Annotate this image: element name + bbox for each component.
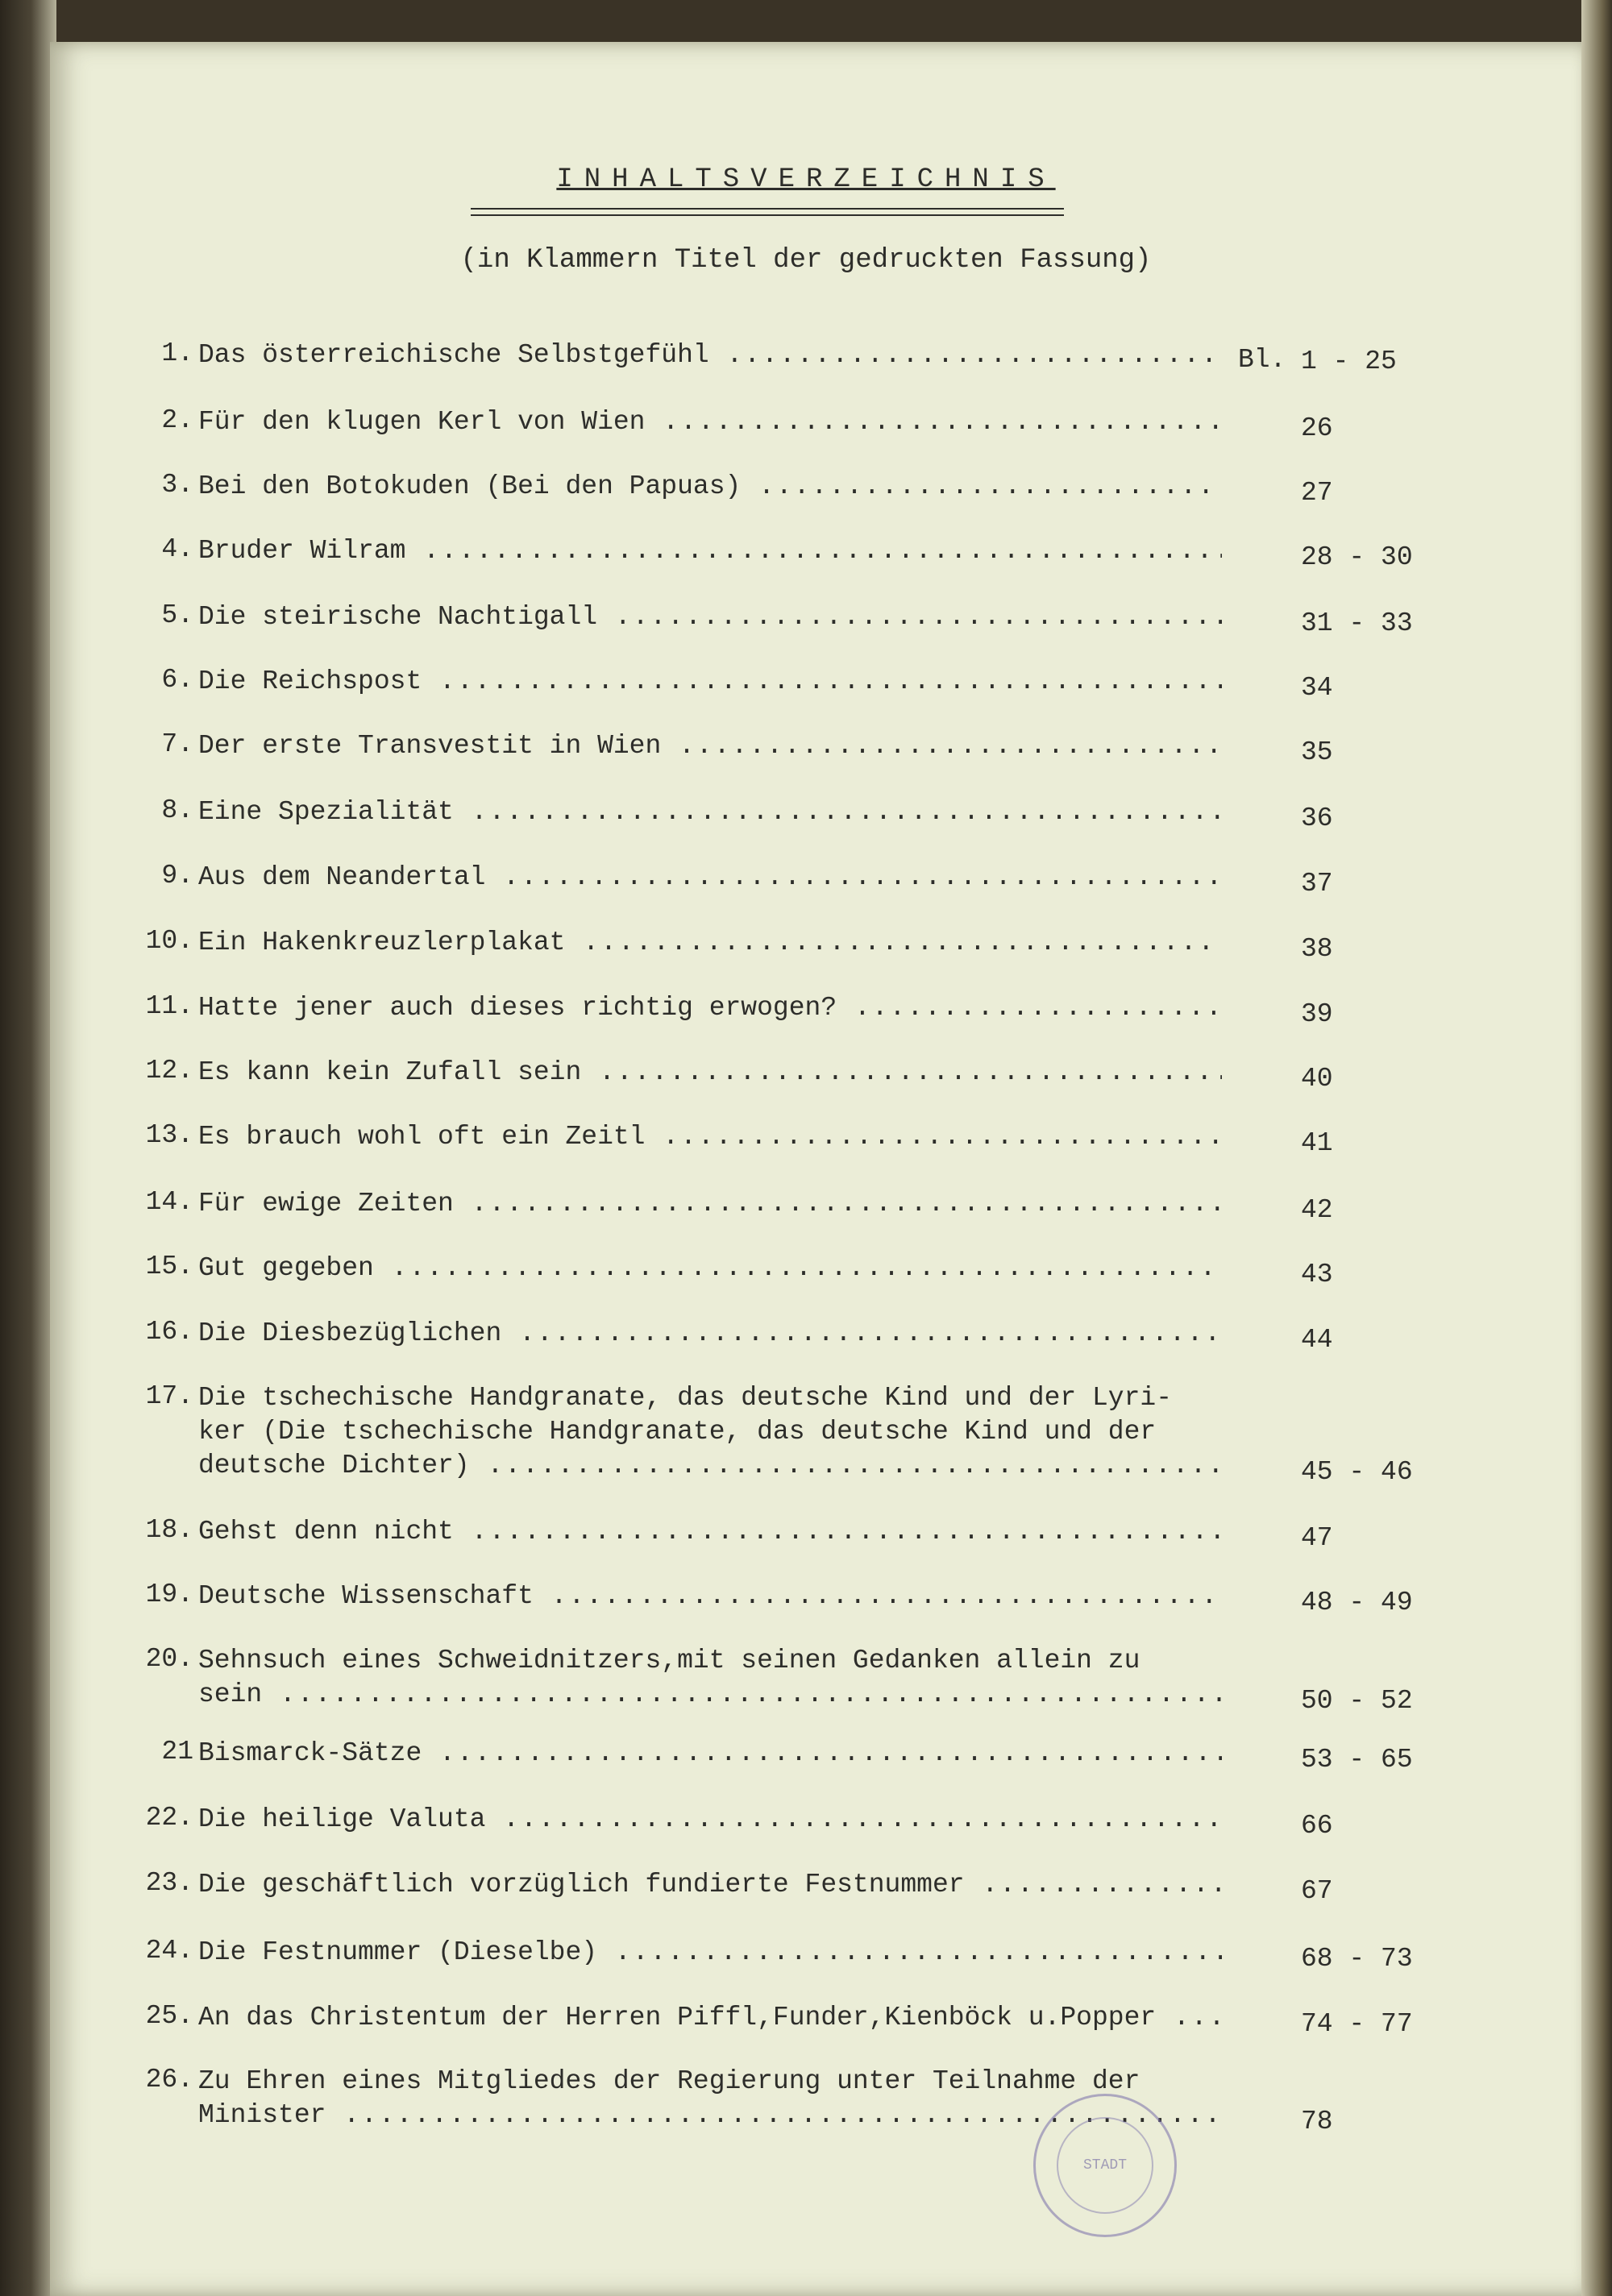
toc-entry-title-line: Minister ..... bbox=[198, 2099, 1222, 2132]
toc-entry-title bbox=[198, 1644, 1222, 1712]
toc-entry-pages: 28 - 30 bbox=[1301, 542, 1413, 572]
toc-entry-title-line: Sehnsuch eines Schweidnitzers,mit seinen Gedanken allein zu bbox=[198, 1646, 1140, 1675]
toc-entry-pages: 67 bbox=[1301, 1876, 1333, 1906]
toc-entry-folio-prefix: Bl. bbox=[1238, 345, 1286, 375]
toc-entry-title-line: Die geschäftlich vorzüglich fundierte Festnummer ..... bbox=[198, 1868, 1222, 1902]
toc-entry-title bbox=[198, 1056, 1222, 1090]
toc-entry-title bbox=[198, 665, 1222, 699]
toc-entry-title bbox=[198, 1868, 1222, 1902]
toc-entry-title-line: Gehst denn nicht ..... bbox=[198, 1515, 1222, 1549]
toc-entry-title-line: Hatte jener auch dieses richtig erwogen? ..... bbox=[198, 991, 1222, 1025]
toc-entry-number: 19. bbox=[145, 1580, 193, 1609]
toc-entry-title bbox=[198, 534, 1222, 568]
toc-entry-title bbox=[198, 1252, 1222, 1285]
toc-entry-number: 1. bbox=[161, 338, 193, 368]
toc-entry-title bbox=[198, 600, 1222, 634]
toc-entry-title-line: Aus dem Neandertal ..... bbox=[198, 861, 1222, 895]
toc-entry-number: 17. bbox=[145, 1381, 193, 1411]
toc-entry-number: 7. bbox=[161, 729, 193, 759]
toc-entry-title bbox=[198, 1803, 1222, 1837]
toc-entry-pages: 78 bbox=[1301, 2107, 1333, 2136]
toc-entry-title bbox=[198, 2001, 1222, 2035]
toc-entry-number: 8. bbox=[161, 795, 193, 825]
toc-entry-number: 6. bbox=[161, 665, 193, 695]
toc-entry-title-line: Für ewige Zeiten ..... bbox=[198, 1187, 1222, 1221]
toc-entry-title-line: Der erste Transvestit in Wien ..... bbox=[198, 729, 1222, 763]
toc-entry-number: 4. bbox=[161, 534, 193, 564]
toc-entry-pages: 53 - 65 bbox=[1301, 1745, 1413, 1775]
toc-entry-number: 21 bbox=[161, 1737, 193, 1767]
toc-entry-title-line: Eine Spezialität ..... bbox=[198, 795, 1222, 829]
toc-entry-title-line: Gut gegeben ..... bbox=[198, 1252, 1222, 1285]
toc-entry-pages: 36 bbox=[1301, 803, 1333, 833]
toc-entry-title-line: deutsche Dichter) ..... bbox=[198, 1449, 1222, 1483]
toc-entry-title bbox=[198, 1317, 1222, 1351]
toc-entry-title bbox=[198, 861, 1222, 895]
toc-entry-number: 23. bbox=[145, 1868, 193, 1898]
toc-entry-number: 20. bbox=[145, 1644, 193, 1674]
toc-entry-number: 5. bbox=[161, 600, 193, 630]
toc-entry-pages: 47 bbox=[1301, 1523, 1333, 1553]
toc-entry-title-line: Es kann kein Zufall sein ..... bbox=[198, 1056, 1222, 1090]
toc-entry-pages: 40 bbox=[1301, 1064, 1333, 1094]
toc-entry-pages: 35 bbox=[1301, 737, 1333, 767]
toc-entry-number: 15. bbox=[145, 1252, 193, 1281]
toc-entry-title bbox=[198, 1515, 1222, 1549]
toc-entry-title bbox=[198, 405, 1222, 439]
toc-entry-title-line: Die heilige Valuta ..... bbox=[198, 1803, 1222, 1837]
toc-entry-number: 26. bbox=[145, 2065, 193, 2095]
toc-entry-title-line: Zu Ehren eines Mitgliedes der Regierung unter Teilnahme der bbox=[198, 2066, 1140, 2096]
toc-entry-number: 12. bbox=[145, 1056, 193, 1086]
toc-entry-number: 18. bbox=[145, 1515, 193, 1545]
toc-entry-number: 2. bbox=[161, 405, 193, 435]
page-title: INHALTSVERZEICHNIS bbox=[556, 164, 1056, 195]
toc-entry-number: 13. bbox=[145, 1120, 193, 1150]
toc-entry-number: 24. bbox=[145, 1936, 193, 1966]
toc-entry-title-line: Ein Hakenkreuzlerplakat ..... bbox=[198, 926, 1222, 960]
toc-entry-title-line: Die Diesbezüglichen ..... bbox=[198, 1317, 1222, 1351]
toc-entry-title bbox=[198, 926, 1222, 960]
toc-entry-title-line: ker (Die tschechische Handgranate, das deutsche Kind und der bbox=[198, 1417, 1157, 1447]
toc-entry-title-line: Es brauch wohl oft ein Zeitl ..... bbox=[198, 1120, 1222, 1154]
toc-entry-pages: 27 bbox=[1301, 478, 1333, 508]
toc-entry-pages: 44 bbox=[1301, 1325, 1333, 1355]
toc-entry-title bbox=[198, 1936, 1222, 1970]
toc-entry-title-line: Bismarck-Sätze ..... bbox=[198, 1737, 1222, 1771]
toc-entry-pages: 31 - 33 bbox=[1301, 608, 1413, 638]
toc-entry-title-line: Die tschechische Handgranate, das deutsche Kind und der Lyri- bbox=[198, 1383, 1172, 1413]
toc-entry-title bbox=[198, 1381, 1222, 1483]
toc-entry-pages: 50 - 52 bbox=[1301, 1686, 1413, 1716]
toc-entry-number: 10. bbox=[145, 926, 193, 956]
toc-entry-title bbox=[198, 470, 1222, 504]
toc-entry-title bbox=[198, 1737, 1222, 1771]
toc-entry-pages: 41 bbox=[1301, 1128, 1333, 1158]
toc-entry-pages: 68 - 73 bbox=[1301, 1944, 1413, 1974]
toc-entry-title bbox=[198, 338, 1222, 372]
toc-entry-title-line: Bruder Wilram ..... bbox=[198, 534, 1222, 568]
toc-entry-pages: 37 bbox=[1301, 869, 1333, 899]
toc-entry-title-line: Die Festnummer (Dieselbe) ..... bbox=[198, 1936, 1222, 1970]
toc-entry-number: 25. bbox=[145, 2001, 193, 2031]
toc-entry-number: 9. bbox=[161, 861, 193, 891]
toc-entry-pages: 26 bbox=[1301, 413, 1333, 443]
library-stamp bbox=[1033, 2094, 1177, 2237]
toc-entry-pages: 38 bbox=[1301, 934, 1333, 964]
toc-entry-pages: 48 - 49 bbox=[1301, 1588, 1413, 1617]
toc-entry-title-line: sein ..... bbox=[198, 1678, 1222, 1712]
toc-entry-number: 11. bbox=[145, 991, 193, 1021]
toc-entry-title bbox=[198, 991, 1222, 1025]
toc-entry-title-line: Das österreichische Selbstgefühl ..... bbox=[198, 338, 1222, 372]
toc-entry-pages: 34 bbox=[1301, 673, 1333, 703]
toc-entry-title-line: An das Christentum der Herren Piffl,Funder,Kienböck u.Popper ..... bbox=[198, 2001, 1222, 2035]
toc-entry-title-line: Die steirische Nachtigall ..... bbox=[198, 600, 1222, 634]
toc-entry-pages: 42 bbox=[1301, 1195, 1333, 1225]
toc-entry-title bbox=[198, 729, 1222, 763]
toc-entry-title bbox=[198, 1120, 1222, 1154]
toc-entry-number: 22. bbox=[145, 1803, 193, 1833]
toc-entry-pages: 66 bbox=[1301, 1811, 1333, 1841]
toc-entry-pages: 39 bbox=[1301, 999, 1333, 1029]
toc-entry-title bbox=[198, 795, 1222, 829]
toc-entry-title-line: Deutsche Wissenschaft ..... bbox=[198, 1580, 1222, 1613]
toc-entry-pages: 45 - 46 bbox=[1301, 1457, 1413, 1487]
toc-entry-title bbox=[198, 1187, 1222, 1221]
toc-entry-title-line: Für den klugen Kerl von Wien ..... bbox=[198, 405, 1222, 439]
toc-entry-number: 14. bbox=[145, 1187, 193, 1217]
toc-entry-number: 16. bbox=[145, 1317, 193, 1347]
toc-entry-pages: 74 - 77 bbox=[1301, 2009, 1413, 2039]
toc-entry-pages: 1 - 25 bbox=[1301, 347, 1397, 376]
toc-entry-pages: 43 bbox=[1301, 1260, 1333, 1289]
toc-entry-title bbox=[198, 1580, 1222, 1613]
library-stamp-text: STADT bbox=[1057, 2117, 1153, 2214]
toc-entry-title-line: Bei den Botokuden (Bei den Papuas) ..... bbox=[198, 470, 1222, 504]
toc-entry-title-line: Die Reichspost ..... bbox=[198, 665, 1222, 699]
toc-entry-number: 3. bbox=[161, 470, 193, 500]
page-subtitle: (in Klammern Titel der gedruckten Fassung) bbox=[460, 245, 1152, 276]
